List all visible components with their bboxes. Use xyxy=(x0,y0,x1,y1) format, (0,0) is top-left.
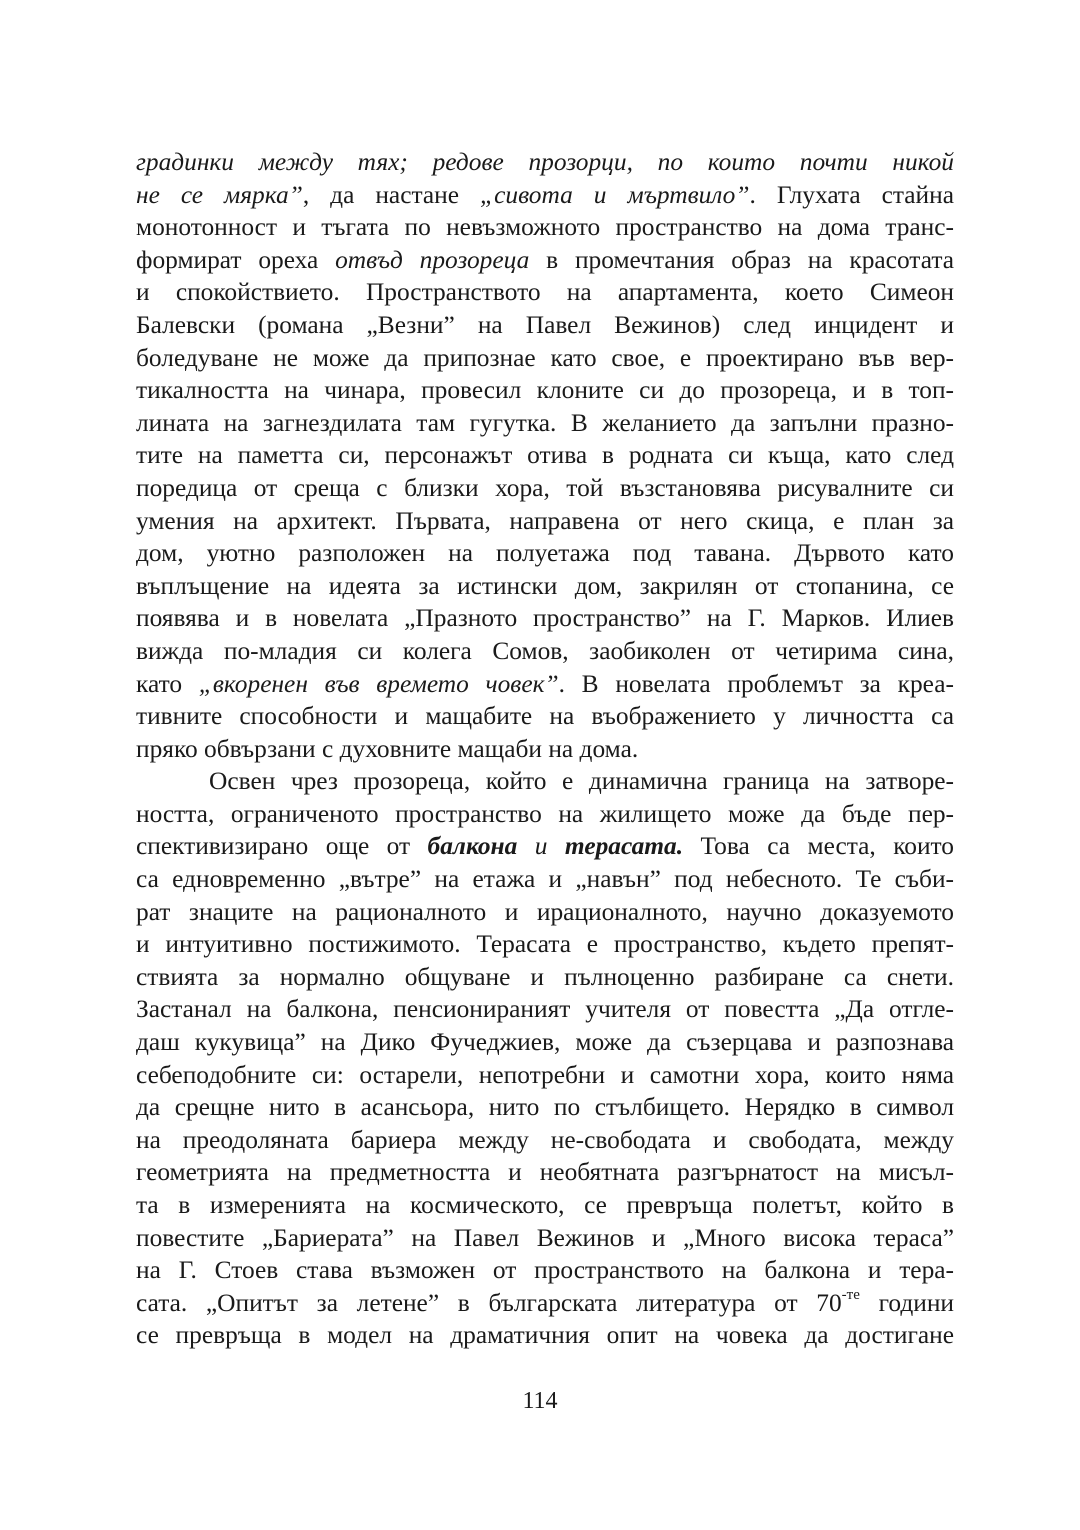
text-run: градинки между тях; редове прозорци, по които почти никой xyxy=(136,148,954,176)
text-line xyxy=(136,733,954,766)
text-line xyxy=(136,179,954,212)
text-line xyxy=(136,1091,954,1124)
text-run: боледуване не може да припознае като свое, е проектирано във вер- xyxy=(136,343,954,372)
text-line xyxy=(136,276,954,309)
text-line xyxy=(136,635,954,668)
text-run: даш кукувица” на Дико Фучеджиев, може да съзерцава и разпознава xyxy=(136,1028,954,1057)
text-run: геометрията на предметността и необятната разгърнатост на мисъл- xyxy=(136,1158,954,1187)
text-run: Освен чрез прозореца, който е динамична граница на затворе- xyxy=(209,767,954,796)
text-line xyxy=(136,570,954,603)
text-run: себеподобните си: остарели, непотребни и самотни хора, които няма xyxy=(136,1060,954,1089)
text-run: отвъд прозореца xyxy=(335,245,530,274)
text-run: тивните способности и мащабите на въображението у личността са xyxy=(136,702,954,731)
text-line xyxy=(136,309,954,342)
text-run: лината на загнездилата там гугутка. В желанието да запълни празно- xyxy=(136,408,954,437)
text-line xyxy=(136,1254,954,1287)
text-line xyxy=(136,439,954,472)
text-run: Балевски (романа „Везни” на Павел Вежинов) след инцидент и xyxy=(136,310,954,339)
text-run: та в измеренията на космическото, се превръща полетът, който в xyxy=(136,1191,954,1219)
text-run: Това са места, които xyxy=(683,832,954,861)
text-run: въплъщение на идеята за истински дом, закрилян от стопанина, се xyxy=(136,571,954,600)
text-run: монотонност и тъгата по невъзможното пространство на дома транс- xyxy=(136,213,954,242)
text-line xyxy=(136,505,954,538)
text-line xyxy=(136,1222,954,1255)
text-line xyxy=(136,472,954,505)
text-line xyxy=(136,863,954,896)
text-line xyxy=(136,798,954,831)
text-run: са едновременно „вътре” на етажа и „навън” под небесното. Те съби- xyxy=(136,865,954,894)
text-line xyxy=(136,1287,954,1320)
text-run: в промечтания образ на красотата xyxy=(529,245,955,274)
text-run: поредица от среща с близки хора, той възстановява рисувалните си xyxy=(136,473,954,502)
text-line xyxy=(136,407,954,440)
text-run: като xyxy=(136,669,199,698)
page-text xyxy=(136,146,954,1352)
text-line xyxy=(136,211,954,244)
text-line xyxy=(136,146,954,179)
text-run: появява и в новелата „Празното пространство” на Г. Марков. Илиев xyxy=(136,604,954,633)
text-run: на преодоляната бариера между не-свободата и свободата, между xyxy=(136,1125,954,1154)
text-run: ността, ограниченото пространство на жилището може да бъде пер- xyxy=(136,799,954,828)
text-run: и спокойствието. Пространството на апартамента, което Симеон xyxy=(136,278,954,307)
text-run: тикалността на чинара, провесил клоните си до прозореца, и в топ- xyxy=(136,376,954,405)
text-line xyxy=(136,1059,954,1092)
text-run: дом, уютно разположен на полуетажа под тавана. Дървото като xyxy=(136,539,954,568)
text-run: -те xyxy=(841,1287,860,1304)
text-run: да срещне нито в асансьора, нито по стълбището. Нерядко в символ xyxy=(136,1093,954,1122)
text-run: не се мярка” xyxy=(136,180,303,209)
text-line xyxy=(136,993,954,1026)
text-run: и xyxy=(517,832,565,861)
text-line xyxy=(136,1189,954,1222)
text-run: се превръща в модел на драматичния опит на човека да достигане xyxy=(136,1321,954,1350)
text-run: спективизирано още от xyxy=(136,832,428,861)
text-run: . Глухата стайна xyxy=(749,180,954,209)
text-run: терасата. xyxy=(564,832,684,861)
text-line xyxy=(136,1319,954,1352)
text-run: пряко обвързани с духовните мащаби на дома. xyxy=(136,734,639,763)
text-run: и интуитивно постижимото. Терасата е пространство, където препят- xyxy=(136,930,954,959)
text-run: години xyxy=(859,1288,954,1317)
text-run: повестите „Бариерата” на Павел Вежинов и „Много висока тераса” xyxy=(136,1223,954,1252)
text-line xyxy=(136,537,954,570)
text-run: . В новелата проблемът за креа- xyxy=(558,669,954,698)
text-line xyxy=(136,1026,954,1059)
text-run: на Г. Стоев става възможен от пространството на балкона и тера- xyxy=(136,1256,954,1285)
text-line xyxy=(136,244,954,277)
text-line xyxy=(136,700,954,733)
text-line xyxy=(136,928,954,961)
text-run: тите на паметта си, персонажът отива в родната си къща, като след xyxy=(136,441,954,470)
text-run: ствията за нормално общуване и пълноценно разбиране са снети. xyxy=(136,962,954,991)
text-line xyxy=(136,342,954,375)
text-line xyxy=(136,1124,954,1157)
text-line xyxy=(136,668,954,701)
text-run: формират ореха xyxy=(136,245,336,274)
text-run: Застанал на балкона, пенсионираният учителя от повестта „Да отгле- xyxy=(136,995,954,1024)
text-run: умения на архитект. Първата, направена от него скица, е план за xyxy=(136,506,954,535)
text-run: „сивота и мъртвило” xyxy=(480,180,750,209)
text-line xyxy=(136,374,954,407)
text-line xyxy=(136,602,954,635)
text-line xyxy=(136,765,954,798)
text-run: рат знаците на рационалното и ирационалното, научно доказуемото xyxy=(136,897,954,926)
text-line xyxy=(136,1156,954,1189)
text-line xyxy=(136,961,954,994)
text-line xyxy=(136,830,954,863)
text-run: балкона xyxy=(427,832,518,861)
text-line xyxy=(136,896,954,929)
page-number: 114 xyxy=(522,1388,558,1414)
text-run: сата. „Опитът за летене” в българската литература от 70 xyxy=(136,1288,842,1317)
text-run: вижда по-младия си колега Сомов, заобиколен от четирима сина, xyxy=(136,636,954,665)
text-run: , да настане xyxy=(302,180,480,209)
text-run: „вкоренен във времето човек” xyxy=(198,669,559,698)
